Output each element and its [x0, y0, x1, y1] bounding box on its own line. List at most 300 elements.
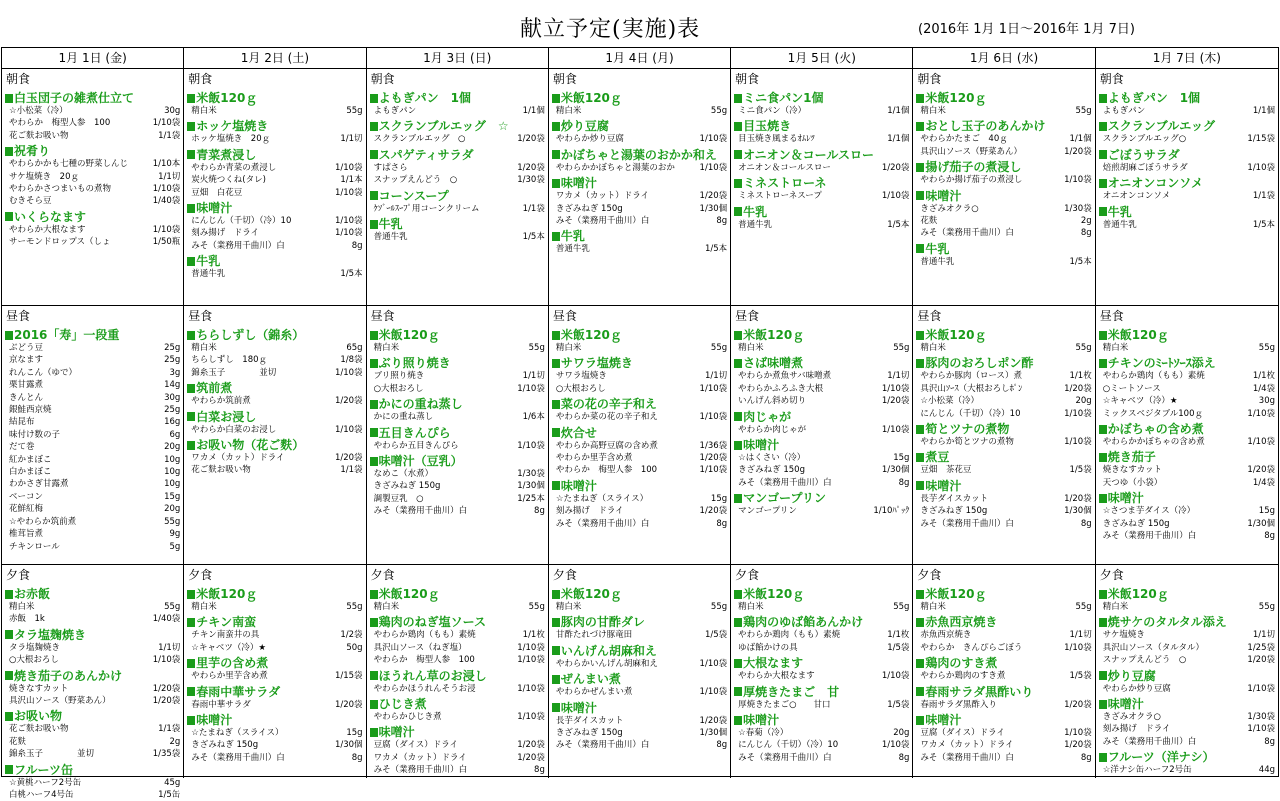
ingredient-name: 焙煎胡麻ごぼうサラダ	[1102, 162, 1188, 173]
ingredient-qty: 1/10袋	[517, 655, 545, 666]
ingredient-row	[5, 541, 180, 553]
meal-cell	[549, 565, 731, 778]
ingredient-name: 普通牛乳	[920, 256, 955, 267]
ingredient-name: いんげん斜め切り	[738, 396, 807, 407]
ingredient-name: れんこん（ゆで）	[9, 367, 78, 378]
ingredient-name: 花鮮紅梅	[9, 504, 44, 515]
dish-name: スクランブルエッグ	[1099, 119, 1275, 133]
ingredient-name: 刻み揚げ ドライ	[555, 506, 624, 517]
ingredient-qty: 8g	[716, 740, 728, 751]
ingredient-name: みそ（業務用千曲川）白	[555, 740, 650, 751]
dish-name: 味噌汁	[187, 201, 362, 215]
ingredient-qty: 25g	[164, 343, 181, 353]
ingredient-name: 豆畑 茶花豆	[920, 465, 972, 476]
ingredient-row	[187, 268, 362, 280]
ingredient-row	[1099, 723, 1275, 735]
ingredient-row	[187, 739, 362, 751]
ingredient-row	[1099, 683, 1275, 695]
ingredient-row	[734, 190, 909, 202]
ingredient-row	[552, 739, 727, 751]
ingredient-row	[187, 105, 362, 117]
ingredient-name: 花ご麩お吸い物	[191, 465, 251, 476]
ingredient-qty: 8g	[1264, 736, 1275, 747]
ingredient-qty: 55g	[710, 106, 728, 116]
ingredient-qty: 55g	[893, 343, 910, 353]
ingredient-row	[5, 404, 180, 416]
ingredient-row	[5, 117, 180, 129]
ingredient-name: 結昆布	[9, 417, 35, 428]
ingredient-name: ☆やわらか筑前煮	[9, 516, 77, 527]
ingredient-qty: 1/1切	[522, 371, 545, 382]
ingredient-row	[916, 215, 1091, 227]
ingredient-name: みそ（業務用千曲川）白	[920, 228, 1014, 239]
ingredient-qty: 1/36袋	[699, 440, 728, 451]
ingredient-qty: 1/15袋	[1247, 134, 1275, 145]
ingredient-qty: 1/40袋	[152, 196, 181, 207]
ingredient-name: 精白米	[9, 602, 35, 612]
ingredient-name: サワラ塩焼き	[555, 371, 607, 382]
ingredient-qty: 10g	[164, 467, 181, 478]
ingredient-row	[370, 683, 545, 695]
ingredient-row	[370, 493, 545, 505]
ingredient-row	[187, 395, 362, 407]
ingredient-name: みそ（業務用千曲川）白	[1102, 531, 1197, 542]
ingredient-qty: 1/20袋	[1064, 383, 1092, 394]
meal-cell	[1096, 565, 1278, 778]
ingredient-name: やわらか青菜の煮浸し	[191, 162, 277, 173]
meal-label: 昼食	[370, 309, 395, 323]
ingredient-qty: 1/10袋	[1247, 683, 1275, 694]
ingredient-name: やわらかほうれんそうお浸	[373, 683, 476, 694]
ingredient-name: 精白米	[191, 343, 217, 353]
ingredient-name: 銀鮭西京焼	[9, 405, 52, 416]
ingredient-qty: 1/10ﾊﾟｯｸ	[873, 506, 910, 517]
dish-name: 炒り豆腐	[552, 119, 727, 133]
ingredient-qty: 5g	[169, 541, 181, 552]
ingredient-qty: 1/20袋	[152, 683, 181, 694]
ingredient-name: 刻み揚げ ドライ	[1102, 724, 1171, 735]
ingredient-name: なめこ（水煮）	[373, 469, 434, 480]
ingredient-qty: 1/50瓶	[152, 237, 181, 248]
dish-name: 筑前煮	[187, 381, 362, 395]
meal-cell	[1096, 69, 1278, 306]
ingredient-row	[370, 203, 545, 215]
dish-name: 春雨中華サラダ	[187, 685, 362, 699]
dish-name: 米飯120ｇ	[916, 328, 1091, 342]
ingredient-name: 具沢山ｿｰｽ（大根おろしﾎﾟﾝ	[920, 383, 1023, 394]
ingredient-qty: 1/1枚	[887, 630, 910, 641]
ingredient-name: やわらか鶏肉（もも）素焼	[373, 630, 476, 641]
ingredient-name: やわらか 梅型人参 100	[373, 655, 475, 666]
ingredient-qty: 1/1枚	[1252, 371, 1275, 382]
ingredient-name: やわらかぜんまい煮	[555, 687, 633, 698]
ingredient-name: みそ（業務用千曲川）白	[555, 518, 650, 529]
dish-name: 鶏肉のねぎ塩ソース	[370, 615, 545, 629]
ingredient-name: 長芋ダイスカット	[920, 493, 989, 504]
ingredient-qty: 15g	[1258, 506, 1275, 517]
ingredient-qty: 1/10袋	[334, 216, 363, 227]
ingredient-qty: 8g	[351, 240, 363, 251]
ingredient-qty: 55g	[164, 516, 181, 527]
ingredient-name: よもぎパン	[1102, 106, 1146, 116]
ingredient-row	[187, 187, 362, 199]
ingredient-name: ○大根おろし	[555, 383, 606, 394]
dish-name: 味噌汁	[916, 189, 1091, 203]
dish-name: 米飯120ｇ	[1099, 328, 1275, 342]
ingredient-qty: 1/10袋	[699, 658, 728, 669]
ingredient-name: 豆畑 白花豆	[191, 187, 243, 198]
ingredient-row	[734, 739, 909, 751]
ingredient-qty: 1/5本	[340, 269, 363, 280]
ingredient-name: きざみオクラ○	[920, 203, 979, 214]
ingredient-name: にんじん（千切）（冷）10	[738, 740, 839, 751]
ingredient-qty: 1/30個	[1064, 506, 1092, 517]
meal-label: 朝食	[370, 72, 395, 86]
ingredient-name: やわらか里芋含め煮	[555, 453, 633, 464]
ingredient-qty: 1/10袋	[517, 712, 545, 723]
ingredient-qty: 1/20袋	[881, 162, 910, 173]
ingredient-name: 椎茸旨煮	[9, 529, 44, 540]
ingredient-qty: 1/10袋	[152, 655, 181, 666]
ingredient-name: 精白米	[191, 106, 217, 116]
dish-name: ごぼうサラダ	[1099, 148, 1275, 162]
ingredient-row	[5, 429, 180, 441]
ingredient-name: やわらか五目きんぴら	[373, 440, 459, 451]
ingredient-name: ブリ照り焼き	[373, 371, 425, 382]
ingredient-qty: 1/30個	[881, 465, 910, 476]
ingredient-row	[1099, 642, 1275, 654]
ingredient-qty: 20g	[1075, 396, 1092, 407]
ingredient-row	[370, 133, 545, 145]
page-title: 献立予定(実施)表	[520, 17, 701, 42]
ingredient-row	[370, 105, 545, 117]
ingredient-row	[370, 162, 545, 174]
ingredient-qty: 1/20袋	[699, 191, 728, 202]
ingredient-row	[552, 464, 727, 476]
meal-label: 朝食	[188, 72, 213, 86]
dish-name: 菜の花の辛子和え	[552, 397, 727, 411]
ingredient-row	[5, 342, 180, 354]
dish-name: 白菜お浸し	[187, 410, 362, 424]
ingredient-name: ☆たまねぎ（スライス）	[555, 493, 649, 504]
ingredient-name: 普通牛乳	[373, 232, 408, 243]
dish-name: 筍とツナの煮物	[916, 422, 1091, 436]
ingredient-row	[370, 752, 545, 764]
ingredient-qty: 1/15袋	[334, 671, 363, 682]
meal-cell	[367, 565, 549, 778]
ingredient-qty: 15g	[164, 491, 181, 502]
ingredient-qty: 1/5本	[887, 219, 910, 230]
date-range: (2016年 1月 1日～2016年 1月 7日)	[918, 22, 1135, 37]
dish-name: 味噌汁	[734, 713, 909, 727]
ingredient-qty: 1/5袋	[887, 699, 910, 710]
ingredient-name: ｹｿﾞｰﾙｽｰﾌﾟ用コーンクリーム	[373, 203, 480, 214]
ingredient-row	[5, 601, 180, 613]
dish-name: 牛乳	[370, 217, 545, 231]
ingredient-row	[187, 354, 362, 366]
dish-name: 味噌汁（豆乳）	[370, 454, 545, 468]
ingredient-row	[552, 383, 727, 395]
ingredient-qty: 1/20袋	[1247, 465, 1275, 476]
ingredient-row	[1099, 711, 1275, 723]
ingredient-qty: 15g	[710, 493, 728, 504]
meal-label: 昼食	[917, 309, 942, 323]
ingredient-qty: 1/10袋	[881, 424, 910, 435]
dish-name: スクランブルエッグ ☆	[370, 119, 545, 133]
meal-label: 夕食	[735, 568, 760, 582]
ingredient-name: にんじん（千切）（冷）10	[920, 408, 1021, 419]
ingredient-name: 花ご麩お吸い物	[9, 724, 69, 735]
ingredient-qty: 2g	[169, 736, 181, 747]
ingredient-name: マンゴープリン	[738, 506, 797, 517]
ingredient-qty: 1/20袋	[881, 396, 910, 407]
ingredient-name: 普通牛乳	[555, 244, 590, 255]
meal-cell	[184, 69, 366, 306]
ingredient-qty: 1/10袋	[517, 642, 545, 653]
ingredient-row	[5, 723, 180, 735]
ingredient-qty: 1/10袋	[152, 224, 181, 235]
ingredient-name: やわらかふろふき大根	[738, 383, 824, 394]
ingredient-name: ☆キャベツ（冷）★	[191, 642, 267, 653]
ingredient-row	[916, 601, 1091, 613]
ingredient-row	[370, 505, 545, 517]
ingredient-name: きざみねぎ 150g	[738, 465, 805, 476]
ingredient-row	[1099, 736, 1275, 748]
ingredient-row	[552, 162, 727, 174]
ingredient-row	[187, 670, 362, 682]
dish-name: 米飯120ｇ	[552, 587, 727, 601]
ingredient-row	[5, 183, 180, 195]
ingredient-name: チキン南蛮井の具	[191, 630, 260, 641]
ingredient-row	[734, 219, 909, 231]
ingredient-row	[916, 146, 1091, 158]
ingredient-name: 普通牛乳	[1102, 219, 1137, 230]
ingredient-row	[187, 452, 362, 464]
ingredient-name: サーモンドロップス（しょ	[9, 237, 111, 248]
ingredient-name: ☆はくさい（冷）	[738, 453, 806, 464]
ingredient-row	[5, 613, 180, 625]
day-header-3: 1月 3日 (日)	[367, 48, 549, 69]
ingredient-name: むきそら豆	[9, 196, 52, 207]
ingredient-qty: 1/10袋	[1247, 724, 1275, 735]
dish-name: お赤飯	[5, 587, 180, 601]
dish-name: ぶり照り焼き	[370, 356, 545, 370]
ingredient-qty: 8g	[716, 216, 728, 227]
ingredient-name: 錦糸玉子 並切	[9, 749, 95, 760]
ingredient-name: ミックスベジタブル100ｇ	[1102, 408, 1203, 419]
ingredient-qty: 1/10袋	[334, 228, 363, 239]
ingredient-name: みそ（業務用千曲川）白	[738, 477, 832, 488]
ingredient-qty: 65g	[346, 343, 363, 353]
ingredient-qty: 1/30袋	[1247, 712, 1275, 723]
ingredient-name: みそ（業務用千曲川）白	[191, 240, 285, 251]
ingredient-qty: 1/1切	[887, 371, 910, 382]
ingredient-row	[552, 342, 727, 354]
ingredient-name: わかさぎ甘露煮	[9, 479, 69, 490]
ingredient-qty: 1/1切	[158, 171, 181, 182]
dish-name: 味噌汁	[734, 438, 909, 452]
ingredient-name: 刻み揚げ ドライ	[191, 228, 260, 239]
ingredient-row	[1099, 395, 1275, 407]
ingredient-row	[370, 480, 545, 492]
ingredient-row	[5, 491, 180, 503]
ingredient-name: オニオンコンソメ	[1102, 191, 1171, 202]
ingredient-row	[370, 629, 545, 641]
ingredient-qty: 25g	[164, 355, 181, 366]
dish-name: 大根なます	[734, 656, 909, 670]
ingredient-qty: 1/10袋	[881, 740, 910, 751]
ingredient-row	[370, 440, 545, 452]
dish-name: 煮豆	[916, 450, 1091, 464]
ingredient-qty: 8g	[351, 752, 363, 763]
ingredient-qty: 1/5袋	[1069, 465, 1092, 476]
ingredient-qty: 1/10袋	[699, 412, 728, 423]
ingredient-row	[734, 477, 909, 489]
ingredient-name: スナップえんどう ○	[1102, 655, 1187, 666]
ingredient-qty: 1/5本	[1069, 256, 1092, 267]
meal-label: 夕食	[188, 568, 213, 582]
ingredient-name: 赤飯 1k	[9, 614, 45, 625]
ingredient-row	[734, 629, 909, 641]
ingredient-qty: 55g	[1075, 602, 1092, 612]
ingredient-qty: 1/10袋	[699, 162, 728, 173]
ingredient-name: 精白米	[555, 343, 582, 353]
dish-name: 味噌汁	[552, 701, 727, 715]
ingredient-row	[5, 105, 180, 117]
ingredient-qty: 1/35袋	[152, 749, 181, 760]
ingredient-row	[734, 452, 909, 464]
ingredient-name: サケ塩焼き	[1102, 630, 1145, 641]
ingredient-row	[5, 642, 180, 654]
dish-name: 米飯120ｇ	[916, 587, 1091, 601]
dish-name: 炊合せ	[552, 426, 727, 440]
ingredient-name: ☆さつま芋ダイス（冷）	[1102, 506, 1196, 517]
ingredient-name: やわらかたまご 40ｇ	[920, 134, 1008, 145]
ingredient-row	[734, 464, 909, 476]
ingredient-row	[5, 466, 180, 478]
dish-name: 味噌汁	[1099, 697, 1275, 711]
ingredient-qty: 1/8袋	[340, 355, 363, 366]
meal-cell	[2, 306, 184, 565]
meal-label: 昼食	[1099, 309, 1124, 323]
ingredient-qty: 1/5缶	[158, 790, 181, 801]
dish-name: かぼちゃと湯葉のおかか和え	[552, 148, 727, 162]
ingredient-name: サケ塩焼き 20ｇ	[9, 171, 79, 182]
ingredient-name: 豆腐（ダイス）ドライ	[920, 728, 1005, 739]
ingredient-qty: 1/10袋	[152, 118, 181, 129]
ingredient-qty: 1/5袋	[887, 642, 910, 653]
ingredient-row	[5, 130, 180, 142]
ingredient-row	[916, 395, 1091, 407]
day-header-2: 1月 2日 (土)	[184, 48, 366, 69]
ingredient-qty: 1/10袋	[699, 687, 728, 698]
meal-cell	[731, 69, 913, 306]
ingredient-name: 精白米	[920, 602, 946, 612]
ingredient-qty: 55g	[893, 602, 910, 612]
ingredient-name: ぶどう豆	[9, 343, 44, 353]
dish-name: かにの重ね蒸し	[370, 397, 545, 411]
ingredient-name: やわらか鶏肉（もも）素焼	[738, 630, 841, 641]
ingredient-name: やわらかさつまいもの煮物	[9, 184, 112, 195]
ingredient-qty: 1/30個	[699, 728, 728, 739]
dish-name: タラ塩麹焼き	[5, 628, 180, 642]
ingredient-row	[1099, 654, 1275, 666]
ingredient-qty: 6g	[169, 429, 181, 440]
day-header-6: 1月 6日 (水)	[913, 48, 1095, 69]
ingredient-row	[5, 503, 180, 515]
dish-name: 米飯120ｇ	[916, 91, 1091, 105]
ingredient-name: きんとん	[9, 392, 44, 403]
dish-name: ホッケ塩焼き	[187, 119, 362, 133]
dish-name: サワラ塩焼き	[552, 356, 727, 370]
ingredient-row	[1099, 477, 1275, 489]
ingredient-name: やわらか鶏肉（もも）素焼	[1102, 371, 1205, 382]
dish-name: お吸い物	[5, 709, 180, 723]
ingredient-row	[5, 478, 180, 490]
dish-name: ぜんまい煮	[552, 672, 727, 686]
ingredient-name: 精白米	[555, 106, 582, 116]
ingredient-qty: 1/20袋	[334, 453, 363, 464]
ingredient-qty: 1/30個	[1247, 518, 1275, 529]
ingredient-name: 天つゆ（小袋）	[1102, 477, 1163, 488]
ingredient-row	[1099, 162, 1275, 174]
ingredient-row	[5, 379, 180, 391]
ingredient-row	[916, 256, 1091, 268]
ingredient-name: やわらか豚肉（ロース）煮	[920, 371, 1022, 382]
ingredient-name: ワカメ（カット）ドライ	[555, 191, 650, 202]
ingredient-name: きざみねぎ 150g	[920, 506, 988, 517]
ingredient-row	[1099, 383, 1275, 395]
ingredient-qty: 25g	[164, 405, 181, 416]
ingredient-qty: 1/1個	[1252, 106, 1275, 116]
ingredient-row	[370, 411, 545, 423]
ingredient-row	[370, 601, 545, 613]
ingredient-row	[916, 670, 1091, 682]
ingredient-qty: 1/20袋	[517, 752, 545, 763]
dish-name: 豚肉のおろしポン酢	[916, 356, 1091, 370]
dish-name: 米飯120ｇ	[734, 328, 909, 342]
ingredient-name: やわらか炒り豆腐	[1102, 683, 1171, 694]
ingredient-name: スナップえんどう ○	[373, 175, 458, 186]
ingredient-row	[187, 642, 362, 654]
dish-name: 目玉焼き	[734, 119, 909, 133]
dish-name: 厚焼きたまご 甘	[734, 685, 909, 699]
ingredient-row	[916, 436, 1091, 448]
ingredient-qty: 55g	[1075, 343, 1092, 353]
ingredient-row	[370, 764, 545, 776]
ingredient-row	[734, 383, 909, 395]
ingredient-qty: 1/20袋	[517, 134, 545, 145]
ingredient-name: よもぎパン	[373, 106, 417, 116]
ingredient-row	[5, 171, 180, 183]
ingredient-row	[916, 133, 1091, 145]
ingredient-row	[916, 739, 1091, 751]
ingredient-row	[916, 493, 1091, 505]
ingredient-row	[552, 715, 727, 727]
day-header-5: 1月 5日 (火)	[731, 48, 913, 69]
ingredient-qty: 1/20袋	[334, 396, 363, 407]
ingredient-qty: 30g	[164, 392, 181, 403]
meal-label: 昼食	[552, 309, 577, 323]
dish-name: フルーツ缶	[5, 763, 180, 777]
ingredient-qty: 1/1切	[1069, 630, 1092, 641]
ingredient-name: みそ（業務用千曲川）白	[373, 506, 468, 517]
ingredient-qty: 1/25本	[517, 493, 545, 504]
ingredient-name: 花麩	[9, 736, 27, 747]
ingredient-name: ☆キャベツ（冷）★	[1102, 396, 1178, 407]
dish-name: 焼サケのタルタル添え	[1099, 615, 1275, 629]
day-header-7: 1月 7日 (木)	[1096, 48, 1278, 69]
